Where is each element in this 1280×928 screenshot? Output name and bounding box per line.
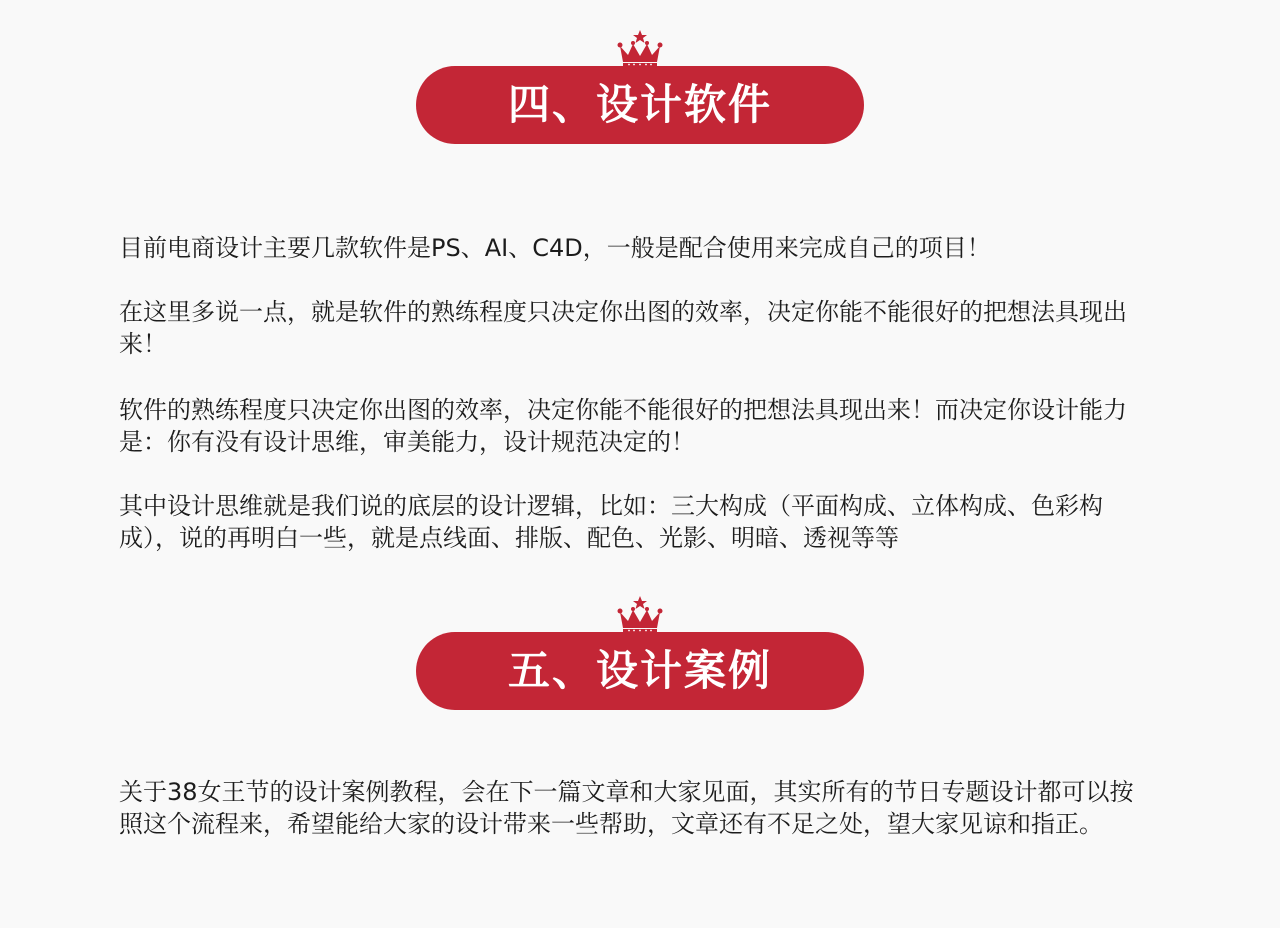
section-5-header xyxy=(416,596,864,708)
section-4-title-pill xyxy=(416,66,864,144)
section-4-paragraph-4: 其中设计思维就是我们说的底层的设计逻辑，比如：三大构成（平面构成、立体构成、色彩构成），说的再明白一些，就是点线面、排版、配色、光影、明暗、透视等等 xyxy=(119,492,1103,552)
section-4-paragraph-1: 目前电商设计主要几款软件是PS、AI、C4D，一般是配合使用来完成自己的项目！ xyxy=(119,234,991,262)
section-5-title-pill xyxy=(416,632,864,710)
section-5-paragraph-1: 关于38女王节的设计案例教程，会在下一篇文章和大家见面，其实所有的节日专题设计都可以按照这个流程来，希望能给大家的设计带来一些帮助，文章还有不足之处，望大家见谅和指正。 xyxy=(119,778,1134,838)
section-4-header xyxy=(416,30,864,142)
section-5-title: 五、设计案例 xyxy=(507,646,772,695)
crown-icon xyxy=(617,30,663,68)
section-4-paragraph-3: 软件的熟练程度只决定你出图的效率，决定你能不能很好的把想法具现出来！而决定你设计能力是：你有没有设计思维，审美能力，设计规范决定的！ xyxy=(119,396,1127,456)
section-4-paragraph-2: 在这里多说一点，就是软件的熟练程度只决定你出图的效率，决定你能不能很好的把想法具现出来！ xyxy=(119,298,1127,358)
section-4-title: 四、设计软件 xyxy=(507,80,772,129)
crown-icon xyxy=(617,596,663,634)
